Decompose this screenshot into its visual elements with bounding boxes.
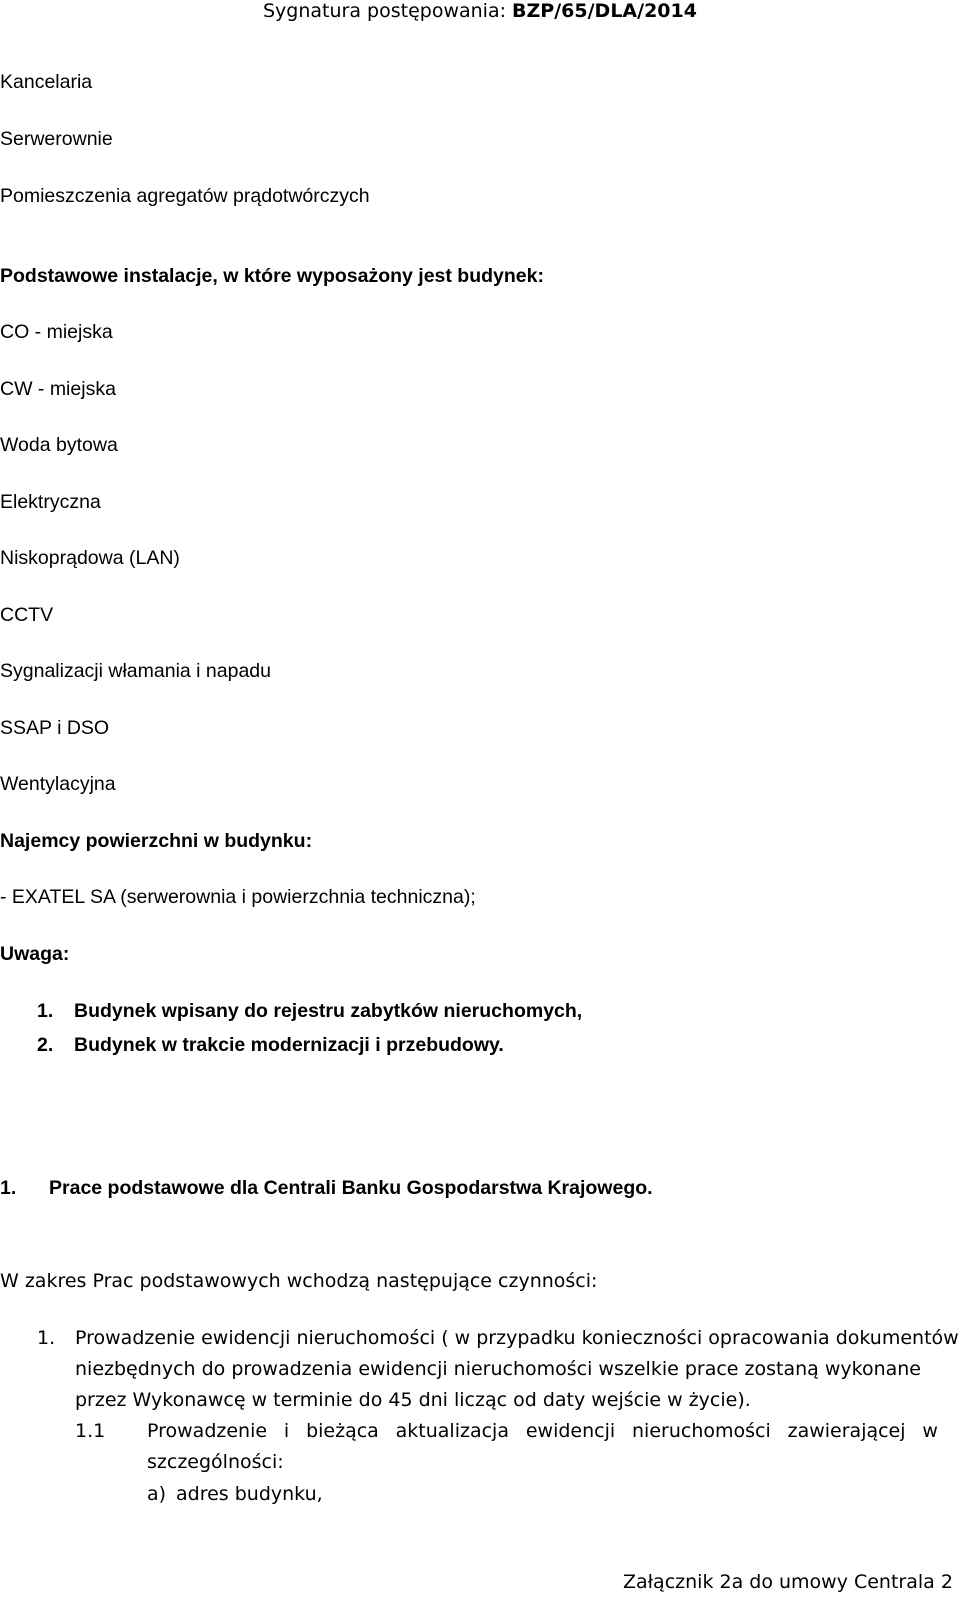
word: Prowadzenie: [147, 1420, 268, 1442]
tenants-heading: Najemcy powierzchni w budynku:: [0, 830, 313, 852]
note-text: Budynek wpisany do rejestru zabytków nieruchomych,: [74, 1000, 583, 1022]
page-header: [263, 0, 697, 22]
tenant-exatel: - EXATEL SA (serwerownia i powierzchnia techniczna);: [0, 886, 476, 908]
item-1-line-2: niezbędnych do prowadzenia ewidencji nieruchomości wszelkie prace zostaną wykonane: [75, 1358, 921, 1380]
line-wentylacyjna: Wentylacyjna: [0, 773, 116, 795]
word: nieruchomości: [632, 1420, 771, 1442]
word: bieżąca: [306, 1420, 379, 1442]
line-sygnalizacja: Sygnalizacji włamania i napadu: [0, 660, 271, 682]
section-number: 1.: [0, 1177, 17, 1199]
line-ssap: SSAP i DSO: [0, 717, 110, 739]
header-code: BZP/65/DLA/2014: [512, 0, 697, 22]
item-1-line-3: przez Wykonawcę w terminie do 45 dni licząc od daty wejście w życie).: [75, 1389, 751, 1411]
note-text: Budynek w trakcie modernizacji i przebudowy.: [74, 1034, 504, 1056]
note-number: 2.: [37, 1034, 54, 1056]
item-1-1-line-2: szczególności:: [147, 1451, 284, 1473]
line-kancelaria: Kancelaria: [0, 71, 93, 93]
word: zawierającej: [787, 1420, 906, 1442]
sub-item-a-text: adres budynku,: [176, 1483, 323, 1505]
line-co: CO - miejska: [0, 321, 113, 343]
line-agregaty: Pomieszczenia agregatów prądotwórczych: [0, 185, 370, 207]
line-cw: CW - miejska: [0, 378, 116, 400]
line-serwerownie: Serwerownie: [0, 128, 113, 150]
word: aktualizacja: [395, 1420, 509, 1442]
item-1-line-1: Prowadzenie ewidencji nieruchomości ( w przypadku konieczności opracowania dokumentów: [75, 1327, 959, 1349]
line-lan: Niskoprądowa (LAN): [0, 547, 180, 569]
line-cctv: CCTV: [0, 604, 54, 626]
note-heading: Uwaga:: [0, 943, 70, 965]
line-elektryczna: Elektryczna: [0, 491, 101, 513]
word: ewidencji: [525, 1420, 616, 1442]
line-woda: Woda bytowa: [0, 434, 118, 456]
item-1-number: 1.: [37, 1327, 56, 1349]
header-label: Sygnatura postępowania:: [263, 0, 506, 22]
page-footer: Załącznik 2a do umowy Centrala 2: [623, 1571, 953, 1593]
note-item-2: [37, 1034, 504, 1057]
section-title: Prace podstawowe dla Centrali Banku Gospodarstwa Krajowego.: [49, 1177, 653, 1199]
note-number: 1.: [37, 1000, 54, 1022]
word: i: [283, 1420, 290, 1442]
intro-text: W zakres Prac podstawowych wchodzą następujące czynności:: [0, 1270, 598, 1292]
item-1-1-number: 1.1: [75, 1420, 106, 1442]
word: w: [922, 1420, 938, 1442]
installations-heading: Podstawowe instalacje, w które wyposażony jest budynek:: [0, 265, 544, 287]
sub-item-a-letter: a): [147, 1483, 167, 1505]
item-1-1-line-1: [147, 1420, 938, 1442]
note-item-1: [37, 1000, 583, 1023]
